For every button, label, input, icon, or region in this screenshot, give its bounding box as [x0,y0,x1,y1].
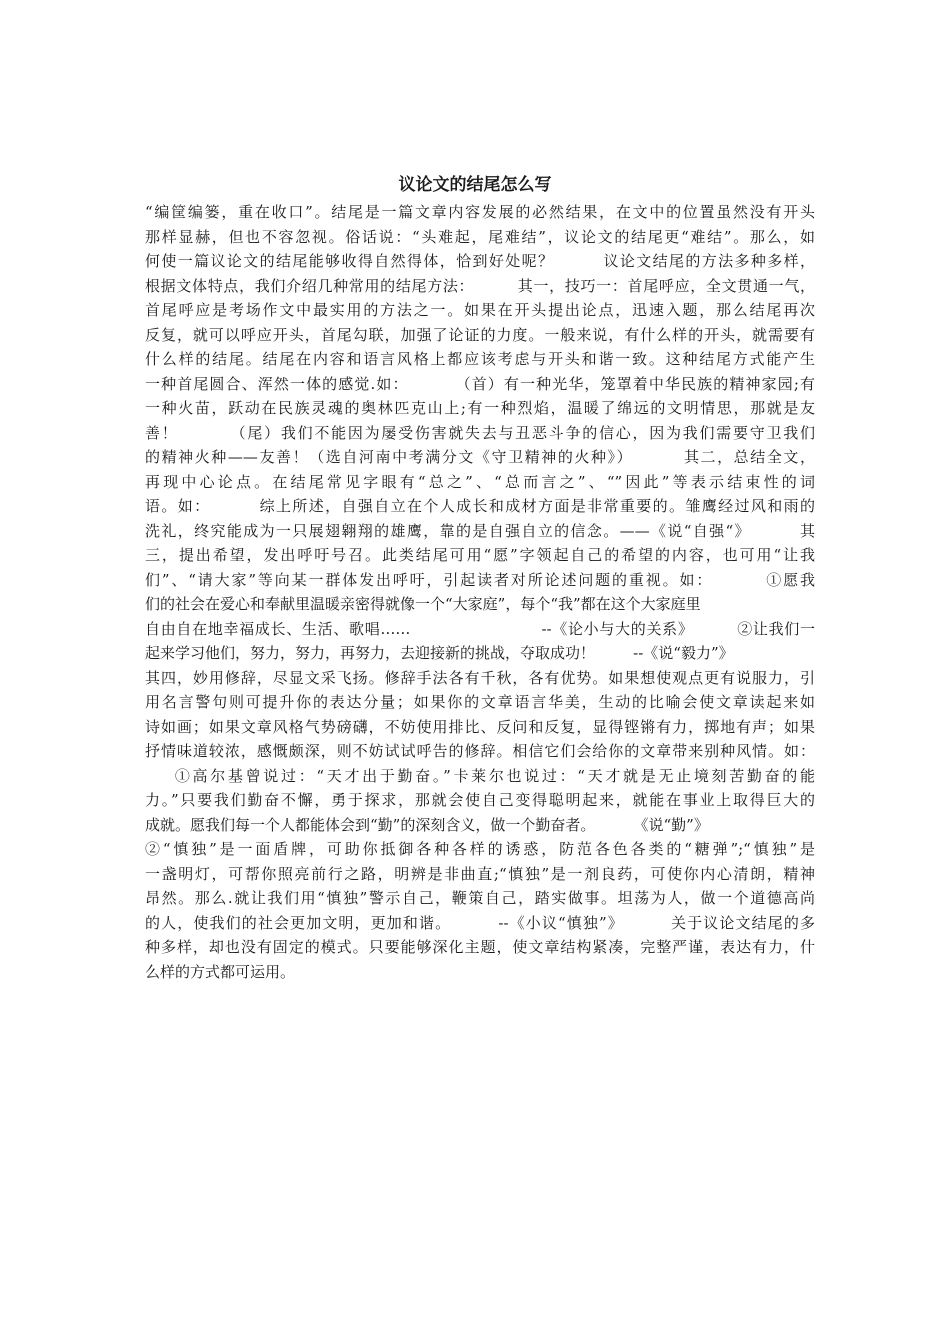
document-title: 议论文的结尾怎么写 [398,175,552,195]
body-line: 一盏明灯，可帮你照亮前行之路，明辨是非曲直;“慎独”是一剂良药，可使你内心清朗，精神 [145,864,815,883]
body-line: 种多样，却也没有固定的模式。只要能够深化主题，使文章结构紧凑，完整严谨，表达有力，什 [145,938,815,956]
document-body [145,200,815,984]
body-line: 再现中心论点。在结尾常见字眼有“总之”、“总而言之”、“”因此”等表示结束性的词 [145,472,815,491]
body-line: 起来学习他们，努力，努力，再努力，去迎接新的挑战，夺取成功！ --《说“毅力”》 [145,644,734,662]
body-line: 么样的方式都可运用。 [145,962,296,981]
body-line: 根据文体特点，我们介绍几种常用的结尾方法： 其一，技巧一：首尾呼应，全文贯通一气， [145,276,815,295]
body-line: 的精神火种——友善！（选自河南中考满分文《守卫精神的火种》） 其二，总结全文， [145,448,815,466]
body-line: 昂然。那么.就让我们用“慎独”警示自己，鞭策自己，踏实做事。坦荡为人，做一个道德高尚 [145,889,815,907]
body-line: 语。如： 综上所述，自强自立在个人成长和成材方面是非常重要的。雏鹰经过风和雨的 [145,497,815,515]
body-line: 首尾呼应是考场作文中最实用的方法之一。如果在开头提出论点，迅速入题，那么结尾再次 [145,301,815,319]
body-line: ①高尔基曾说过：“天才出于勤奋。”卡莱尔也说过：“天才就是无止境刻苦勤奋的能 [145,766,815,785]
body-line: 力。”只要我们勤奋不懈，勇于探求，那就会使自己变得聪明起来，就能在事业上取得巨大的 [145,791,815,809]
body-line: 其四，妙用修辞，尽显文采飞扬。修辞手法各有千秋，各有优势。如果想使观点更有说服力，引 [145,668,815,687]
body-line: 善！ （尾）我们不能因为屡受伤害就失去与丑恶斗争的信心，因为我们需要守卫我们 [145,423,815,442]
body-line: 抒情味道较浓，感慨颇深，则不妨试试呼告的修辞。相信它们会给你的文章带来别种风情。如： [145,742,815,760]
body-line: ②“慎独”是一面盾牌，可助你抵御各种各样的诱惑，防范各色各类的“糖弹”;“慎独”是 [145,840,815,858]
body-line: 们”、“请大家”等向某一群体发出呼吁，引起读者对所论述问题的重视。如： ①愿我 [145,570,815,589]
body-line: 的人，使我们的社会更加文明，更加和谐。 --《小议“慎独”》 关于议论文结尾的多 [145,913,815,932]
body-line: 诗如画；如果文章风格气势磅礴，不妨使用排比、反问和反复，显得铿锵有力，掷地有声；如果 [145,717,815,736]
body-line: 何使一篇议论文的结尾能够收得自然得体，恰到好处呢？ 议论文结尾的方法多种多样， [145,252,815,270]
body-line: 成就。愿我们每一个人都能体会到“勤”的深刻含义，做一个勤奋者。 《说“勤”》 [145,815,709,834]
body-line: 用名言警句则可提升你的表达分量；如果你的文章语言华美，生动的比喻会使文章读起来如 [145,693,815,711]
body-line: 那样显赫，但也不容忽视。俗话说：“头难起，尾难结”，议论文的结尾更“难结”。那么，如 [145,227,815,246]
body-line: 一种火苗，跃动在民族灵魂的奥林匹克山上;有一种烈焰，温暖了绵远的文明情思，那就是友 [145,399,815,417]
body-line: 们的社会在爱心和奉献里温暖亲密得就像一个“大家庭”，每个“我”都在这个大家庭里 [145,595,701,613]
body-line: 一种首尾圆合、浑然一体的感觉.如： （首）有一种光华，笼罩着中华民族的精神家园;有 [145,374,815,393]
body-line: 什么样的结尾。结尾在内容和语言风格上都应该考虑与开头和谐一致。这种结尾方式能产生 [145,350,815,368]
body-line: 反复，就可以呼应开头，首尾勾联，加强了论证的力度。一般来说，有什么样的开头，就需要有 [145,325,815,344]
body-line: 三，提出希望，发出呼吁号召。此类结尾可用“愿”字领起自己的希望的内容，也可用“让我 [145,546,815,564]
body-line: 自由自在地幸福成长、生活、歌唱…… --《论小与大的关系》 ②让我们一 [145,619,815,638]
body-line: “编筐编篓，重在收口”。结尾是一篇文章内容发展的必然结果，在文中的位置虽然没有开头 [145,203,815,221]
body-line: 洗礼，终究能成为一只展翅翱翔的雄鹰，靠的是自强自立的信念。——《说“自强“》 其 [145,521,815,540]
